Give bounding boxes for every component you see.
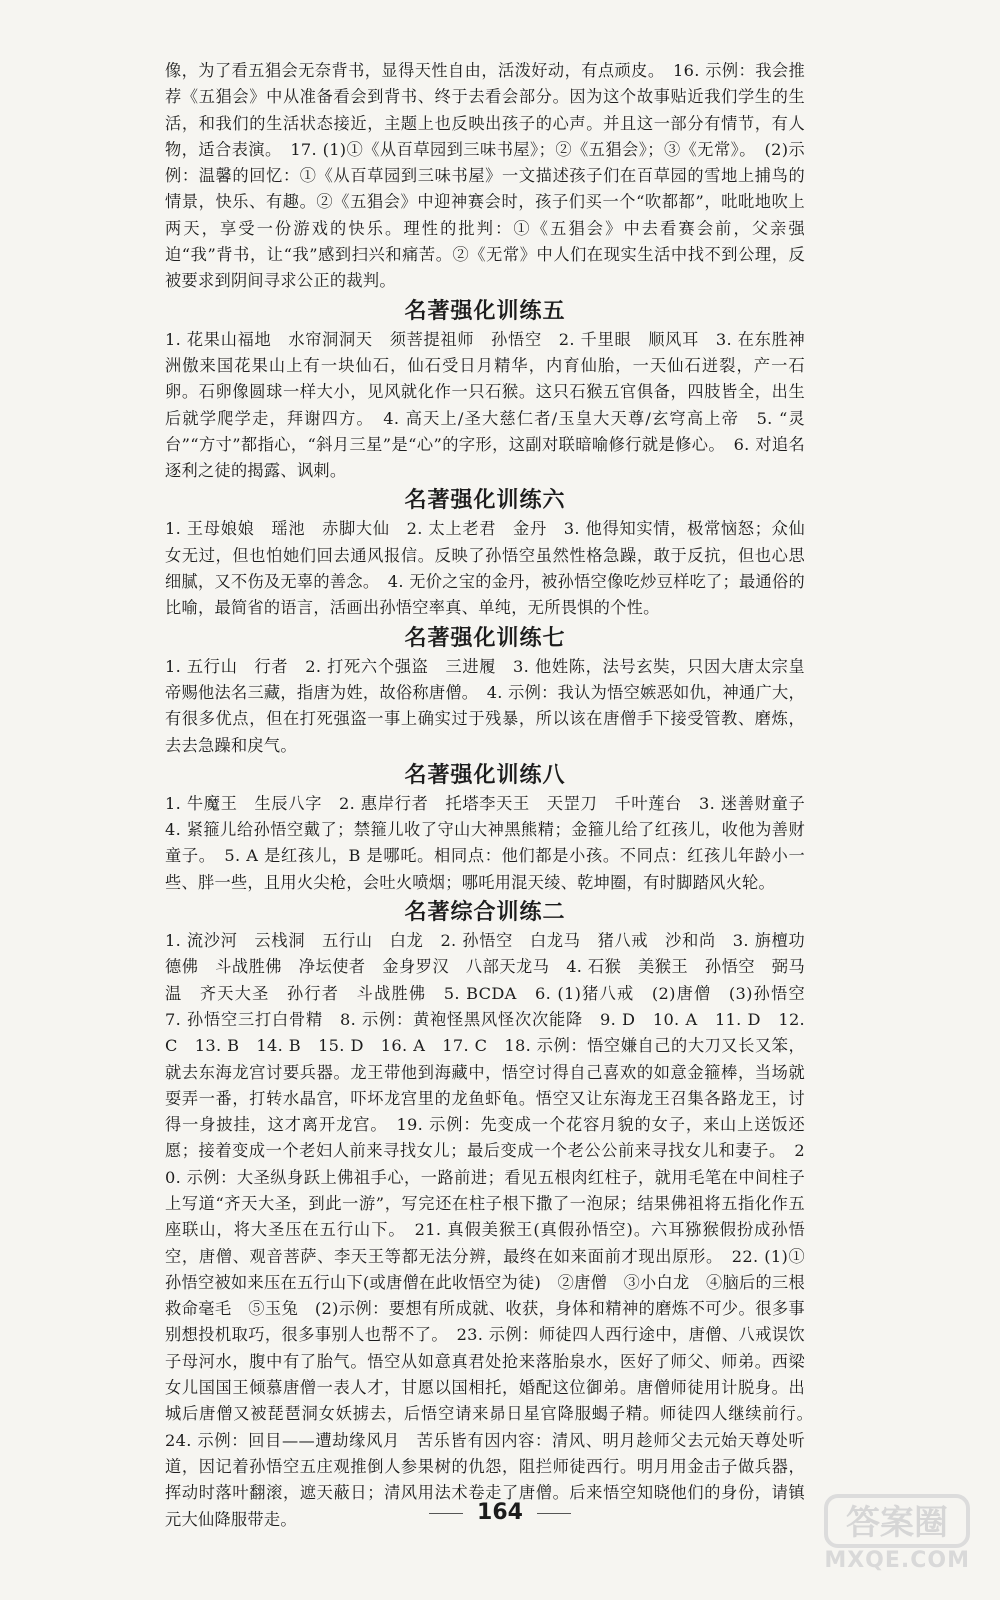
section-heading-5: 名著强化训练五 [404,298,566,324]
watermark-logo-text: 答案圈 [846,1503,948,1543]
section-heading-6: 名著强化训练六 [404,488,566,514]
section-heading-comprehensive-2: 名著综合训练二 [404,900,566,926]
section-body-comprehensive-2: 1. 流沙河 云栈洞 五行山 白龙 2. 孙悟空 白龙马 猪八戒 沙和尚 3. 旃檀功德佛 斗战胜佛 净坛使者 金身罗汉 八部天龙马 4. 石猴 美猴王 孙悟空 弼马温 齐天大圣 孙行者 斗战胜佛 5. BCDA 6. (1)猪八戒 (2)唐僧 (3)孙悟空 7. 孙悟空三打白骨精 8. 示例：黄袍怪黑风怪次次能降 9. D 10. A 11. D 12. C 13. B 14. B 15. D 16. A 17. C 18. 示例：悟空嫌自己的大刀又长又笨，就去东海龙宫讨要兵器。龙王带他到海藏中，悟空讨得自己喜欢的如意金箍棒，当场就耍弄一番，打转水晶宫，吓坏龙宫里的龙鱼虾龟。悟空又让东海龙王召集各路龙王，讨得一身披挂，这才离开龙宫。 19. 示例：先变成一个花容月貌的女子，来山上送饭还愿；接着变成一个老妇人前来寻找女儿；最后变成一个老公公前来寻找女儿和妻子。 20. 示例：大圣纵身跃上佛祖手心，一路前进；看见五根肉红柱子，就用毛笔在中间柱子上写道“齐天大圣，到此一游”，写完还在柱子根下撒了一泡尿；结果佛祖将五指化作五座联山，将大圣压在五行山下。 21. 真假美猴王(真假孙悟空)。六耳猕猴假扮成孙悟空，唐僧、观音菩萨、李天王等都无法分辨，最终在如来面前才现出原形。 22. (1)①孙悟空被如来压在五行山下(或唐僧在此收悟空为徒) ②唐僧 ③小白龙 ④脑后的三根救命毫毛 ⑤玉兔 (2)示例：要想有所成就、收获，身体和精神的磨炼不可少。很多事别想投机取巧，很多事别人也帮不了。 23. 示例：师徒四人西行途中，唐僧、八戒误饮子母河水，腹中有了胎气。悟空从如意真君处抢来落胎泉水，医好了师父、师弟。西梁女儿国国王倾慕唐僧一表人才，甘愿以国相托，婚配这位御弟。唐僧师徒用计脱身。出城后唐僧又被琵琶洞女妖掳去，后悟空请来昴日星官降服蝎子精。师徒四人继续前行。 24. 示例：回目——遭劫缘风月 苦乐皆有因内容：清风、明月趁师父去元始天尊处听道，因记着孙悟空五庄观推倒人参果树的仇怨，阻拦师徒西行。明月用金击子做兵器，挥动时落叶翻滚，遮天蔽日；清风用法术卷走了唐僧。后来悟空知晓他们的身份，请镇元大仙降服带走。 [165,931,822,1529]
section-body-6: 1. 王母娘娘 瑶池 赤脚大仙 2. 太上老君 金丹 3. 他得知实情，极常恼怒；众仙女无过，但也怕她们回去通风报信。反映了孙悟空虽然性格急躁，敢于反抗，但也心思细腻，又不伤及无辜的善念。 4. 无价之宝的金丹，被孙悟空像吃炒豆样吃了；最通俗的比喻，最简省的语言，活画出孙悟空率真、单纯，无所畏惧的个性。 [165,519,805,618]
section-body-7: 1. 五行山 行者 2. 打死六个强盗 三进履 3. 他姓陈，法号玄奘，只因大唐太宗皇帝赐他法名三藏，指唐为姓，故俗称唐僧。 4. 示例：我认为悟空嫉恶如仇，神通广大，有很多优点，但在打死强盗一事上确实过于残暴，所以该在唐僧手下接受管教、磨炼，去去急躁和戾气。 [165,656,805,755]
intro-paragraph: 像，为了看五猖会无奈背书，显得天性自由，活泼好动，有点顽皮。 16. 示例：我会推荐《五猖会》中从准备看会到背书、终于去看会部分。因为这个故事贴近我们学生的生活，和我们的生活状态接近，主题上也反映出孩子的心声。并且这一部分有情节，有人物，适合表演。 17. (1)①《从百草园到三味书屋》；②《五猖会》；③《无常》。 (2)示例：温馨的回忆：①《从百草园到三味书屋》一文描述孩子们在百草园的雪地上捕鸟的情景，快乐、有趣。②《五猖会》中迎神赛会时，孩子们买一个“吹都都”，吡吡地吹上两天，享受一份游戏的快乐。理性的批判：①《五猖会》中去看赛会前，父亲强迫“我”背书，让“我”感到扫兴和痛苦。②《无常》中人们在现实生活中找不到公理，反被要求到阴间寻求公正的裁判。 [165,61,805,291]
answer-page [165,58,822,1533]
section-heading-8: 名著强化训练八 [404,762,566,788]
section-body-5: 1. 花果山福地 水帘洞洞天 须菩提祖师 孙悟空 2. 千里眼 顺风耳 3. 在东胜神洲傲来国花果山上有一块仙石，仙石受日月精华，内育仙胎，一天仙石迸裂，产一石卵。石卵像圆球一样大小，见风就化作一只石猴。这只石猴五官俱备，四肢皆全，出生后就学爬学走，拜谢四方。 4. 高天上/圣大慈仁者/玉皇大天尊/玄穹高上帝 5. “灵台”“方寸”都指心，“斜月三星”是“心”的字形，这副对联暗喻修行就是修心。 6. 对追名逐利之徒的揭露、讽刺。 [165,329,805,481]
page-number-left-dash [429,1513,463,1514]
watermark-site: MXQE.COM [824,1548,970,1573]
section-heading-7: 名著强化训练七 [404,625,566,651]
page-number-right-dash [537,1513,571,1514]
section-body-8: 1. 牛魔王 生辰八字 2. 惠岸行者 托塔李天王 天罡刀 千叶莲台 3. 迷善财童子 4. 紧箍儿给孙悟空戴了；禁箍儿收了守山大神黑熊精；金箍儿给了红孩儿，收他为善财童子。 5. A 是红孩儿，B 是哪吒。相同点：他们都是小孩。不同点：红孩儿年龄小一些、胖一些，且用火尖枪，会吐火喷烟；哪吒用混天绫、乾坤圈，有时脚踏风火轮。 [165,793,822,892]
page-number-value: 164 [477,1500,523,1525]
